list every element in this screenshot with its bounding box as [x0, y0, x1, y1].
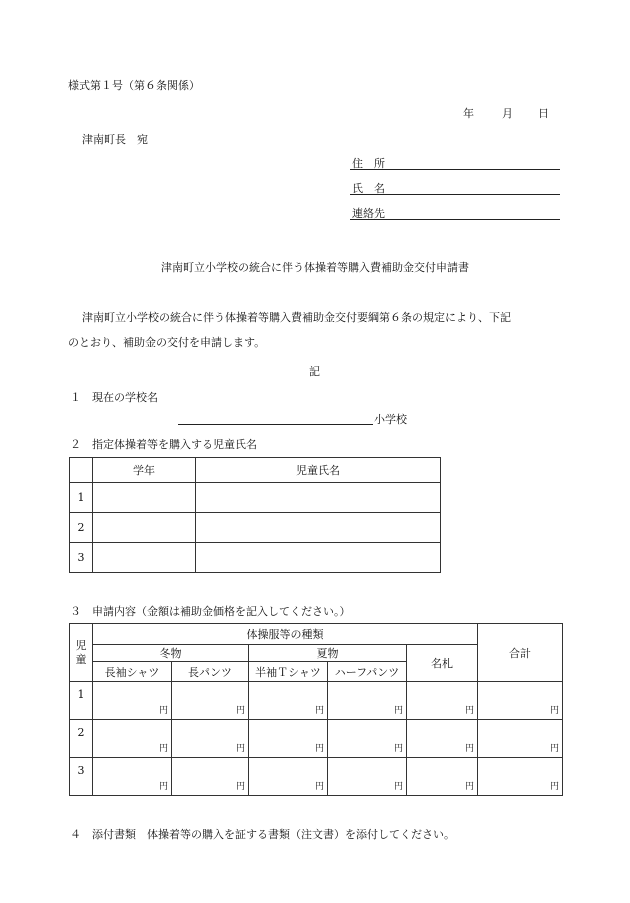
section2-heading: ２ 指定体操着等を購入する児童氏名 [70, 438, 257, 451]
child-name-cell[interactable] [196, 513, 441, 543]
application-table [69, 623, 563, 796]
body-text-line2: のとおり、補助金の交付を申請します。 [68, 336, 266, 349]
contact-field[interactable] [350, 219, 560, 220]
clothing-type-header: 体操服等の種類 [93, 624, 478, 645]
half-pants-amount[interactable]: 円 [328, 758, 407, 796]
address-field[interactable] [350, 169, 560, 170]
row-number: 3 [70, 543, 93, 573]
table-row [70, 483, 441, 513]
table-row [70, 720, 563, 758]
grade-cell[interactable] [93, 483, 196, 513]
date-month: 月 [502, 107, 513, 120]
short-sleeve-amount[interactable]: 円 [249, 720, 328, 758]
section1-heading: １ 現在の学校名 [70, 391, 158, 404]
name-tag-amount[interactable]: 円 [407, 720, 478, 758]
long-pants-header: 長パンツ [172, 662, 249, 682]
form-number: 様式第１号（第６条関係） [68, 79, 200, 92]
half-pants-amount[interactable]: 円 [328, 720, 407, 758]
section4-heading: ４ 添付書類 体操着等の購入を証する書類（注文書）を添付してください。 [70, 828, 455, 841]
date-year: 年 [463, 107, 474, 120]
long-pants-amount[interactable]: 円 [172, 720, 249, 758]
table-row [70, 758, 563, 796]
addressee: 津南町長 宛 [82, 133, 148, 146]
total-header: 合計 [478, 624, 563, 682]
row-number: 1 [70, 483, 93, 513]
row-number: 2 [70, 720, 93, 758]
col-child-name: 児童氏名 [196, 458, 441, 483]
name-tag-header: 名札 [407, 645, 478, 682]
address-label: 住 所 [352, 157, 385, 170]
short-sleeve-amount[interactable]: 円 [249, 682, 328, 720]
grade-cell[interactable] [93, 543, 196, 573]
winter-header: 冬物 [93, 645, 249, 662]
child-header: 児 童 [70, 624, 93, 682]
table-row [70, 513, 441, 543]
contact-label: 連絡先 [352, 207, 385, 220]
document-title: 津南町立小学校の統合に伴う体操着等購入費補助金交付申請書 [161, 261, 469, 274]
total-amount[interactable]: 円 [478, 682, 563, 720]
school-name-field[interactable] [178, 424, 373, 425]
col-grade: 学年 [93, 458, 196, 483]
table-row [70, 543, 441, 573]
row-number: 2 [70, 513, 93, 543]
name-field[interactable] [350, 194, 560, 195]
total-amount[interactable]: 円 [478, 720, 563, 758]
section3-heading: ３ 申請内容（金額は補助金価格を記入してください。） [70, 605, 351, 618]
body-text-line1: 津南町立小学校の統合に伴う体操着等購入費補助金交付要綱第６条の規定により、下記 [82, 311, 511, 324]
long-sleeve-amount[interactable]: 円 [93, 758, 172, 796]
name-tag-amount[interactable]: 円 [407, 682, 478, 720]
half-pants-header: ハーフパンツ [328, 662, 407, 682]
total-amount[interactable]: 円 [478, 758, 563, 796]
ki-marker: 記 [309, 365, 320, 378]
long-sleeve-amount[interactable]: 円 [93, 682, 172, 720]
row-number: 1 [70, 682, 93, 720]
long-pants-amount[interactable]: 円 [172, 758, 249, 796]
table-header-row [70, 458, 441, 483]
long-pants-amount[interactable]: 円 [172, 682, 249, 720]
child-name-cell[interactable] [196, 543, 441, 573]
short-sleeve-amount[interactable]: 円 [249, 758, 328, 796]
row-number: 3 [70, 758, 93, 796]
half-pants-amount[interactable]: 円 [328, 682, 407, 720]
summer-header: 夏物 [249, 645, 407, 662]
name-tag-amount[interactable]: 円 [407, 758, 478, 796]
short-sleeve-header: 半袖Ｔシャツ [249, 662, 328, 682]
child-name-cell[interactable] [196, 483, 441, 513]
long-sleeve-header: 長袖シャツ [93, 662, 172, 682]
school-suffix: 小学校 [374, 413, 407, 426]
date-day: 日 [538, 107, 549, 120]
grade-cell[interactable] [93, 513, 196, 543]
children-table [69, 457, 441, 573]
table-row [70, 682, 563, 720]
name-label: 氏 名 [352, 182, 385, 195]
long-sleeve-amount[interactable]: 円 [93, 720, 172, 758]
